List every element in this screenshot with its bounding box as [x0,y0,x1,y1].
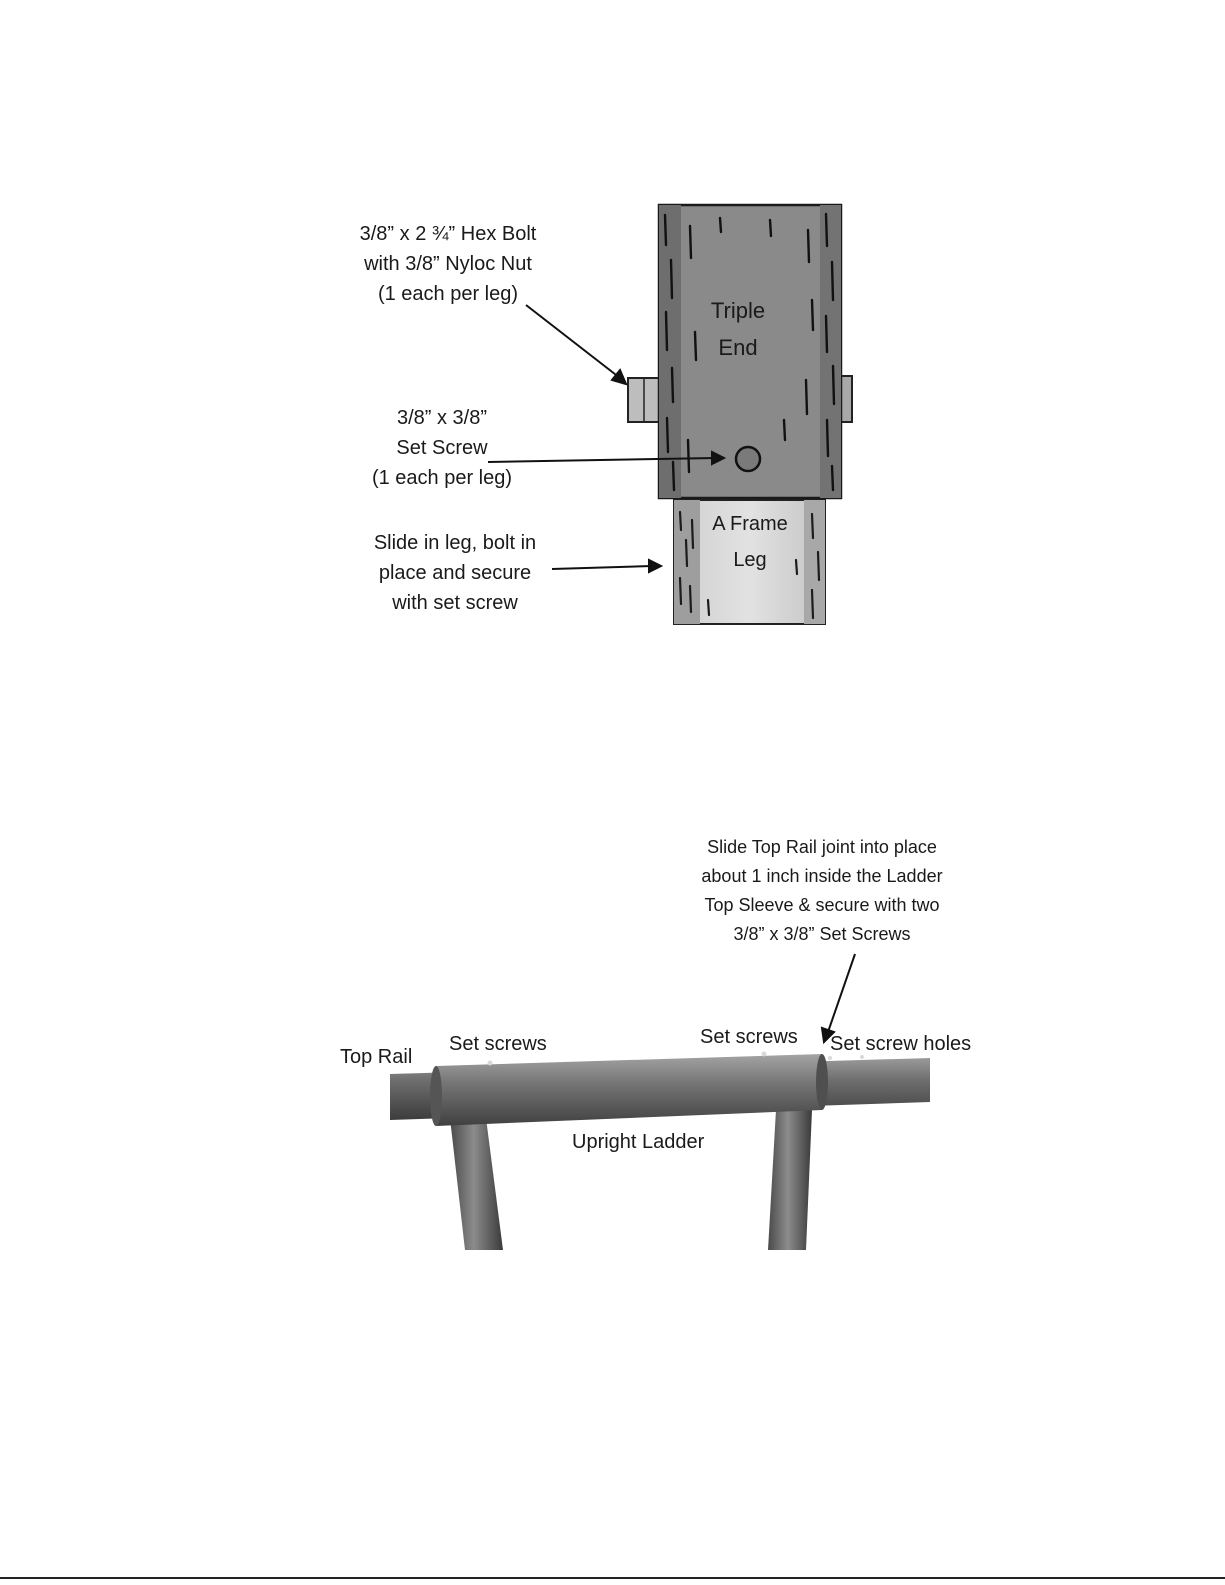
set-screws-left-label: Set screws [449,1033,547,1055]
instruction-label: Slide Top Rail joint into place about 1 inch inside the Ladder Top Sleeve & secure with two 3/8” x 3/8” Set Screws [701,837,943,944]
hex-bolt-label: 3/8” x 2 ¾” Hex Bolt with 3/8” Nyloc Nut (1 each per leg) [359,223,537,305]
triple-end-label: Triple End [710,298,766,360]
a-frame-leg-label: A Frame Leg [712,513,788,571]
slide-in-leg-label: Slide in leg, bolt in place and secure with set screw [373,532,537,614]
top-rail-label: Top Rail [340,1046,413,1068]
set-screw-hole [736,447,760,471]
set-screws-right-label: Set screws [700,1026,798,1048]
top-rail [390,1052,930,1127]
set-screw-label: 3/8” x 3/8” Set Screw (1 each per leg) [371,407,513,489]
set-screw-holes-label: Set screw holes [830,1033,972,1055]
upright-ladder-label: Upright Ladder [572,1131,705,1153]
page-bottom-rule [0,1577,1225,1579]
